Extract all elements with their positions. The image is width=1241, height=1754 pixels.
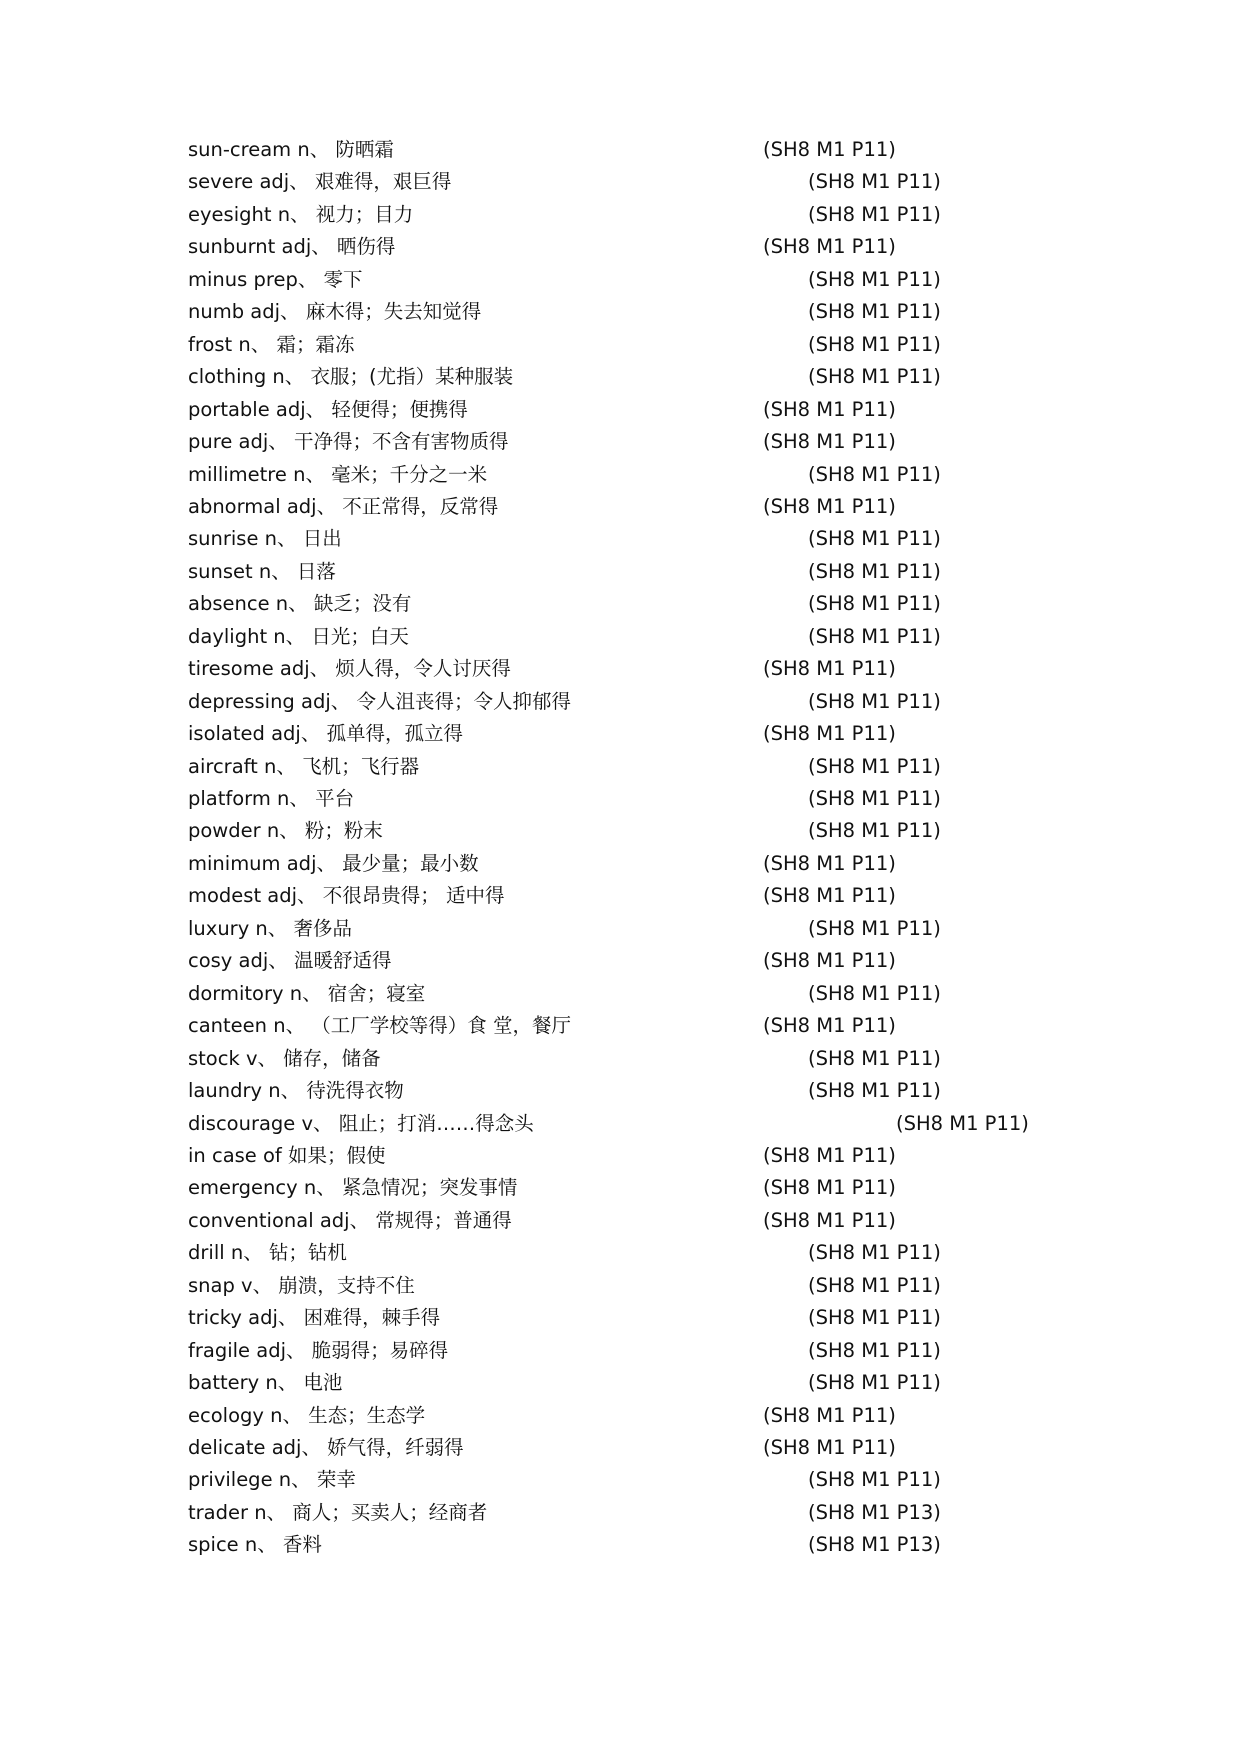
- vocab-term: laundry n、 待洗得衣物: [188, 1079, 404, 1103]
- vocab-term: pure adj、 干净得；不含有害物质得: [188, 430, 509, 454]
- vocab-term: daylight n、 日光；白天: [188, 624, 409, 648]
- vocab-term: drill n、 钻；钻机: [188, 1241, 347, 1265]
- vocab-entry: [188, 329, 1088, 361]
- vocab-term: frost n、 霜；霜冻: [188, 332, 355, 356]
- vocab-entry: [188, 1400, 1088, 1432]
- vocab-term: isolated adj、 孤单得，孤立得: [188, 722, 464, 746]
- vocab-entry: [188, 1432, 1088, 1464]
- vocab-term: depressing adj、 令人沮丧得；令人抑郁得: [188, 689, 571, 713]
- vocab-entry: [188, 588, 1088, 620]
- vocab-reference: (SH8 M1 P11): [763, 138, 896, 161]
- vocab-entry: [188, 1108, 1088, 1140]
- vocab-term: canteen n、 （工厂学校等得）食 堂，餐厅: [188, 1014, 571, 1038]
- vocab-reference: (SH8 M1 P11): [808, 1241, 941, 1265]
- vocab-term: eyesight n、 视力；目力: [188, 202, 414, 226]
- vocab-term: in case of 如果；假使: [188, 1143, 386, 1167]
- vocab-entry: [188, 815, 1088, 847]
- vocab-reference: (SH8 M1 P11): [808, 689, 941, 713]
- vocab-entry: [188, 199, 1088, 231]
- vocab-entry: [188, 978, 1088, 1010]
- vocab-reference: (SH8 M1 P11): [763, 1176, 896, 1200]
- vocab-entry: [188, 1270, 1088, 1302]
- vocab-term: luxury n、 奢侈品: [188, 916, 352, 940]
- vocab-entry: [188, 1075, 1088, 1107]
- vocab-reference: (SH8 M1 P11): [808, 592, 941, 616]
- vocab-reference: (SH8 M1 P11): [808, 365, 941, 389]
- vocab-entry: [188, 653, 1088, 685]
- vocab-reference: (SH8 M1 P11): [808, 202, 941, 226]
- vocab-reference: (SH8 M1 P13): [808, 1533, 941, 1557]
- vocab-reference: (SH8 M1 P11): [808, 1468, 941, 1492]
- vocab-entry: [188, 523, 1088, 555]
- vocab-reference: (SH8 M1 P11): [763, 851, 896, 875]
- vocab-reference: (SH8 M1 P11): [763, 1403, 896, 1427]
- vocab-reference: (SH8 M1 P11): [896, 1111, 1029, 1135]
- vocab-entry: [188, 361, 1088, 393]
- vocab-term: sunburnt adj、 晒伤得: [188, 235, 396, 259]
- vocab-term: sun-cream n、 防晒霜: [188, 138, 394, 161]
- vocab-term: fragile adj、 脆弱得；易碎得: [188, 1338, 449, 1362]
- vocab-term: cosy adj、 温暖舒适得: [188, 949, 392, 973]
- vocab-entry: [188, 296, 1088, 328]
- vocab-term: portable adj、 轻便得；便携得: [188, 397, 468, 421]
- vocab-reference: (SH8 M1 P11): [763, 494, 896, 518]
- vocab-entry: [188, 1529, 1088, 1561]
- vocab-reference: (SH8 M1 P11): [763, 1014, 896, 1038]
- vocab-term: emergency n、 紧急情况；突发事情: [188, 1176, 518, 1200]
- vocab-entry: [188, 718, 1088, 750]
- vocab-entry: [188, 134, 1088, 166]
- vocab-reference: (SH8 M1 P11): [763, 1143, 896, 1167]
- vocab-reference: (SH8 M1 P11): [808, 981, 941, 1005]
- vocab-reference: (SH8 M1 P11): [808, 754, 941, 778]
- vocab-reference: (SH8 M1 P11): [808, 462, 941, 486]
- vocab-term: modest adj、 不很昂贵得； 适中得: [188, 884, 505, 908]
- vocab-reference: (SH8 M1 P11): [808, 1046, 941, 1070]
- vocab-term: ecology n、 生态；生态学: [188, 1403, 426, 1427]
- vocab-reference: (SH8 M1 P11): [808, 1371, 941, 1395]
- vocab-entry: [188, 1205, 1088, 1237]
- vocab-entry: [188, 686, 1088, 718]
- vocab-entry: [188, 751, 1088, 783]
- vocab-reference: (SH8 M1 P11): [808, 1079, 941, 1103]
- vocab-entry: [188, 459, 1088, 491]
- vocab-entry: [188, 848, 1088, 880]
- vocab-reference: (SH8 M1 P11): [808, 332, 941, 356]
- vocab-reference: (SH8 M1 P11): [763, 884, 896, 908]
- vocab-reference: (SH8 M1 P11): [763, 1436, 896, 1459]
- vocab-term: trader n、 商人；买卖人；经商者: [188, 1500, 488, 1524]
- vocab-term: millimetre n、 毫米；千分之一米: [188, 462, 488, 486]
- vocab-entry: [188, 1497, 1088, 1529]
- vocab-reference: (SH8 M1 P11): [808, 1338, 941, 1362]
- vocab-entry: [188, 231, 1088, 263]
- vocab-reference: (SH8 M1 P11): [808, 1306, 941, 1330]
- vocab-entry: [188, 1367, 1088, 1399]
- vocab-term: numb adj、 麻木得；失去知觉得: [188, 300, 482, 324]
- vocab-term: conventional adj、 常规得；普通得: [188, 1208, 512, 1232]
- vocab-entry: [188, 394, 1088, 426]
- vocab-term: discourage v、 阻止；打消……得念头: [188, 1111, 534, 1135]
- vocab-term: powder n、 粉；粉末: [188, 819, 383, 843]
- vocab-entry: [188, 1043, 1088, 1075]
- vocab-entry: [188, 945, 1088, 977]
- vocab-entry: [188, 166, 1088, 198]
- vocab-term: sunset n、 日落: [188, 559, 336, 583]
- vocab-term: clothing n、 衣服；(尤指）某种服装: [188, 365, 514, 389]
- vocab-term: sunrise n、 日出: [188, 527, 342, 551]
- vocab-entry: [188, 1464, 1088, 1496]
- vocab-reference: (SH8 M1 P11): [808, 267, 941, 291]
- vocab-reference: (SH8 M1 P11): [808, 624, 941, 648]
- vocab-reference: (SH8 M1 P11): [763, 949, 896, 973]
- vocab-reference: (SH8 M1 P11): [808, 819, 941, 843]
- vocab-entry: [188, 1010, 1088, 1042]
- vocab-term: absence n、 缺乏；没有: [188, 592, 412, 616]
- vocab-reference: (SH8 M1 P11): [763, 430, 896, 454]
- vocab-entry: [188, 426, 1088, 458]
- vocab-reference: (SH8 M1 P11): [763, 235, 896, 259]
- vocab-reference: (SH8 M1 P11): [763, 722, 896, 746]
- vocab-term: platform n、 平台: [188, 787, 355, 810]
- vocab-entry: [188, 621, 1088, 653]
- vocab-entry: [188, 1335, 1088, 1367]
- vocab-entry: [188, 1237, 1088, 1269]
- vocab-entry: [188, 880, 1088, 912]
- vocab-term: severe adj、 艰难得，艰巨得: [188, 170, 452, 194]
- vocab-term: dormitory n、 宿舍；寝室: [188, 981, 426, 1005]
- vocab-reference: (SH8 M1 P11): [808, 787, 941, 810]
- vocab-term: spice n、 香料: [188, 1533, 322, 1557]
- vocab-reference: (SH8 M1 P11): [808, 527, 941, 551]
- vocab-entry: [188, 1172, 1088, 1204]
- vocab-reference: (SH8 M1 P13): [808, 1500, 941, 1524]
- vocab-term: snap v、 崩溃，支持不住: [188, 1273, 415, 1297]
- vocab-term: tricky adj、 困难得，棘手得: [188, 1306, 441, 1330]
- vocab-term: stock v、 储存，储备: [188, 1046, 381, 1070]
- vocab-reference: (SH8 M1 P11): [808, 1273, 941, 1297]
- vocab-entry: [188, 556, 1088, 588]
- vocab-reference: (SH8 M1 P11): [763, 397, 896, 421]
- vocab-term: tiresome adj、 烦人得，令人讨厌得: [188, 657, 511, 681]
- vocab-reference: (SH8 M1 P11): [808, 916, 941, 940]
- vocab-entry: [188, 264, 1088, 296]
- vocab-term: battery n、 电池: [188, 1371, 343, 1395]
- vocab-term: minimum adj、 最少量；最小数: [188, 851, 479, 875]
- vocab-reference: (SH8 M1 P11): [763, 657, 896, 681]
- vocab-entry: [188, 783, 1088, 815]
- vocab-reference: (SH8 M1 P11): [808, 300, 941, 324]
- vocab-term: privilege n、 荣幸: [188, 1468, 356, 1492]
- vocab-term: aircraft n、 飞机；飞行器: [188, 754, 420, 778]
- vocab-entry: [188, 913, 1088, 945]
- vocab-entry: [188, 1302, 1088, 1334]
- vocab-reference: (SH8 M1 P11): [808, 170, 941, 194]
- vocab-reference: (SH8 M1 P11): [808, 559, 941, 583]
- vocab-term: delicate adj、 娇气得，纤弱得: [188, 1436, 464, 1459]
- vocab-entry: [188, 491, 1088, 523]
- vocab-term: minus prep、 零下: [188, 267, 363, 291]
- vocab-reference: (SH8 M1 P11): [763, 1208, 896, 1232]
- vocab-entry: [188, 1140, 1088, 1172]
- vocab-term: abnormal adj、 不正常得，反常得: [188, 494, 499, 518]
